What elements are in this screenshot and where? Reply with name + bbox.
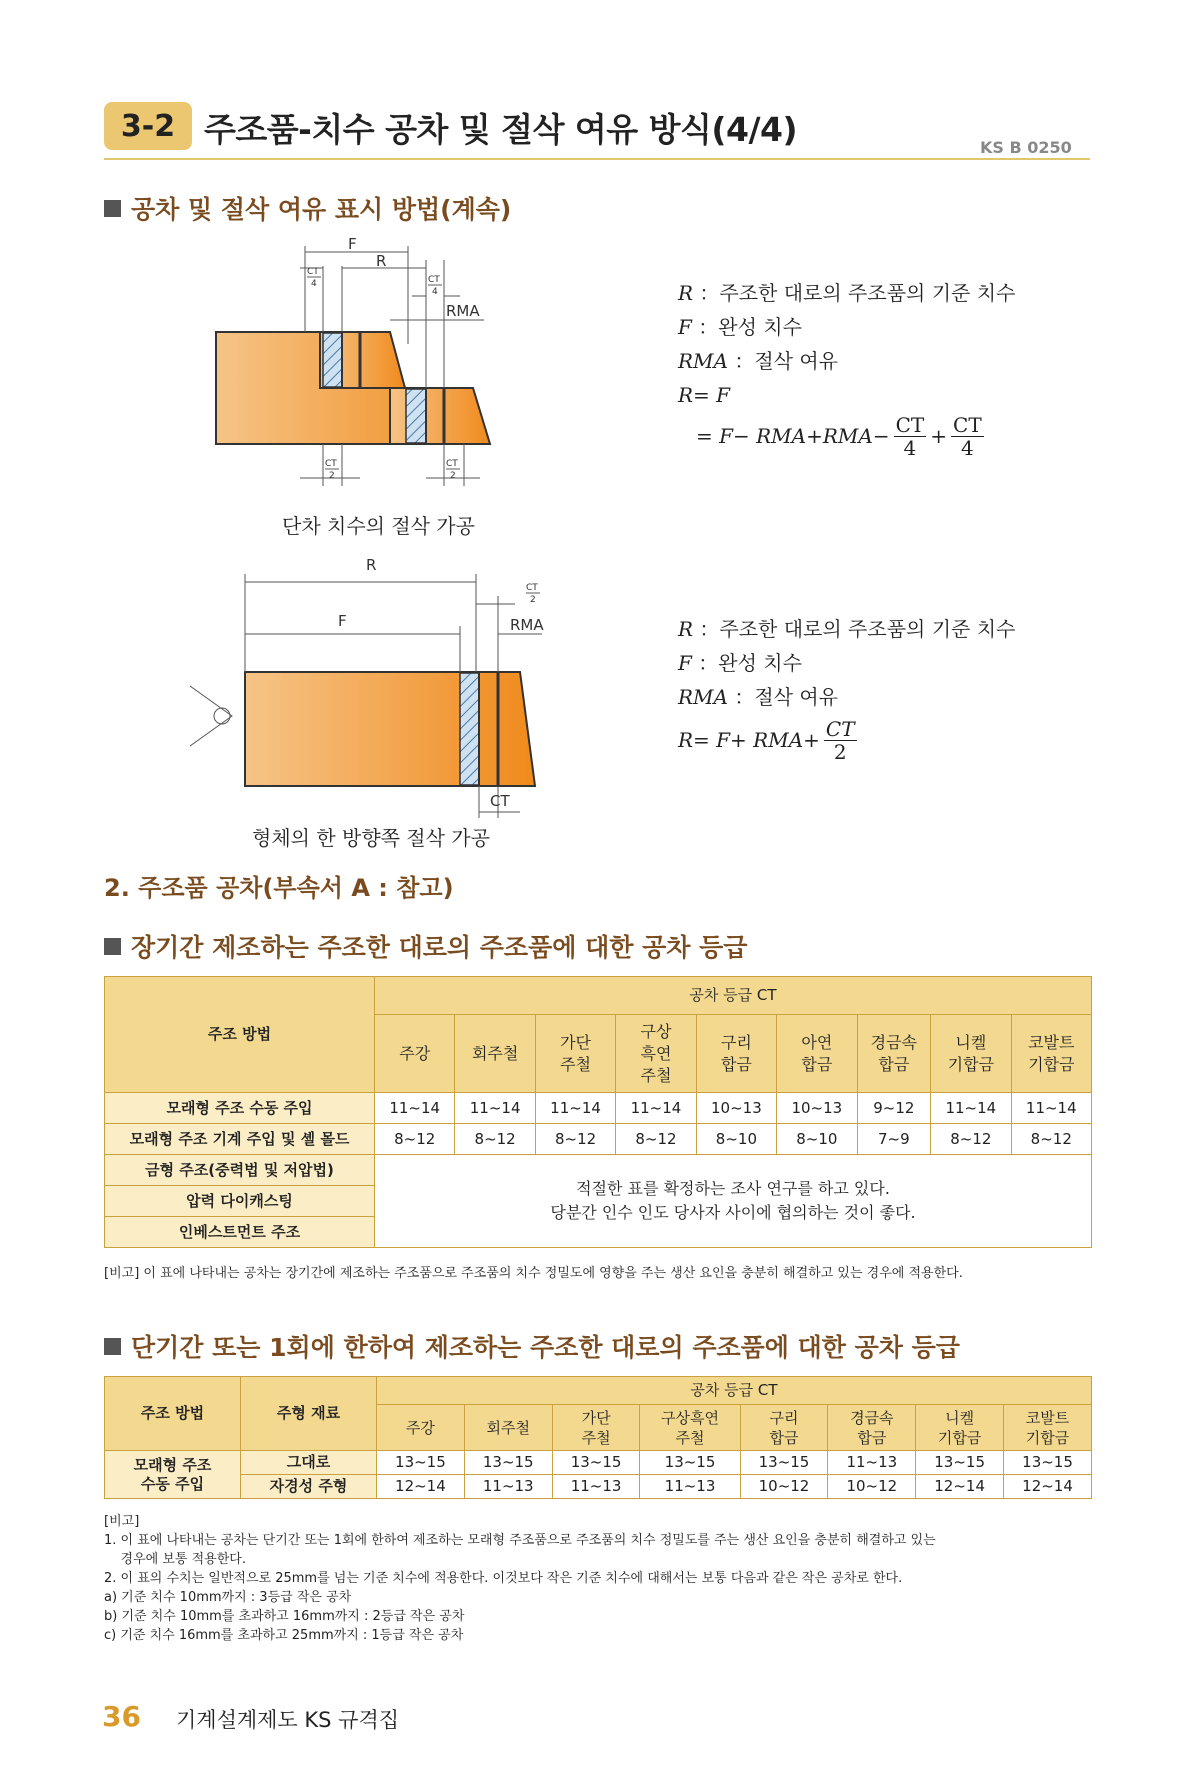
table-row bbox=[105, 1451, 1092, 1475]
grade-header: 공차 등급 CT bbox=[375, 977, 1092, 1015]
legend-r-symbol: R bbox=[678, 281, 694, 305]
tolerance-table-short-term bbox=[104, 1376, 1092, 1499]
column-header: 회주철 bbox=[464, 1405, 552, 1451]
square-bullet-icon bbox=[104, 1338, 121, 1355]
method-cell: 금형 주조(중력법 및 저압법) bbox=[105, 1155, 375, 1186]
page-title: 주조품-치수 공차 및 절삭 여유 방식(4/4) bbox=[204, 110, 798, 149]
label-den2-right: 2 bbox=[450, 471, 456, 481]
page-number: 36 bbox=[102, 1700, 141, 1733]
grade-cell: 13~15 bbox=[552, 1451, 640, 1475]
column-header: 경금속 합금 bbox=[828, 1405, 916, 1451]
method-cell: 압력 다이캐스팅 bbox=[105, 1186, 375, 1217]
legend-r-desc: ：주조한 대로의 주조품의 기준 치수 bbox=[699, 617, 1016, 641]
grade-cell: 11~14 bbox=[931, 1093, 1011, 1124]
diagram1-caption: 단차 치수의 절삭 가공 bbox=[282, 514, 475, 538]
grade-header: 공차 등급 CT bbox=[377, 1377, 1092, 1405]
fraction-denominator: 4 bbox=[960, 435, 974, 460]
section3-heading-text: 단기간 또는 1회에 한하여 제조하는 주조한 대로의 주조품에 대한 공차 등급 bbox=[131, 1333, 960, 1362]
grade-cell: 12~14 bbox=[916, 1475, 1004, 1499]
label-RMA: RMA bbox=[446, 302, 480, 320]
legend-rma-desc: ：절삭 여유 bbox=[734, 349, 838, 373]
grade-cell: 13~15 bbox=[640, 1451, 740, 1475]
grade-cell: 10~12 bbox=[740, 1475, 828, 1499]
table-row bbox=[105, 1475, 1092, 1499]
grade-cell: 8~12 bbox=[455, 1124, 535, 1155]
grade-cell: 11~14 bbox=[535, 1093, 615, 1124]
legend-rma-symbol: RMA bbox=[678, 349, 728, 373]
note-line: a) 기준 치수 10mm까지 : 3등급 작은 공차 bbox=[104, 1590, 352, 1605]
grade-cell: 8~10 bbox=[696, 1124, 776, 1155]
section2-subheading-text: 장기간 제조하는 주조한 대로의 주조품에 대한 공차 등급 bbox=[131, 933, 748, 962]
fraction-denominator: 4 bbox=[903, 435, 917, 460]
label-ct2-left: CT bbox=[325, 459, 337, 469]
legend-f-desc: ：완성 치수 bbox=[698, 315, 802, 339]
grade-cell: 12~14 bbox=[377, 1475, 465, 1499]
grade-cell: 13~15 bbox=[377, 1451, 465, 1475]
fraction-ct4-a bbox=[894, 414, 927, 459]
grade-cell: 8~12 bbox=[616, 1124, 696, 1155]
column-header: 주강 bbox=[375, 1015, 455, 1093]
fraction-ct2 bbox=[824, 718, 857, 763]
grade-cell: 8~12 bbox=[1011, 1124, 1091, 1155]
other-text-line-1: 적절한 표를 확정하는 조사 연구를 하고 있다. bbox=[576, 1179, 890, 1198]
grade-cell: 9~12 bbox=[857, 1093, 931, 1124]
section1-heading-text: 공차 및 절삭 여유 표시 방법(계속) bbox=[131, 195, 512, 224]
label-den4-top: 4 bbox=[311, 279, 317, 289]
grade-cell: 11~13 bbox=[828, 1451, 916, 1475]
diagram1-legend bbox=[678, 276, 1015, 460]
column-header: 니켈 기합금 bbox=[931, 1015, 1011, 1093]
note-line: 1. 이 표에 나타내는 공차는 단기간 또는 1회에 한하여 제조하는 모래형 주조품으로 주조품의 치수 정밀도를 주는 생산 요인을 충분히 해결하고 있는 bbox=[104, 1533, 936, 1548]
part-body bbox=[245, 672, 535, 786]
note-line: 2. 이 표의 수치는 일반적으로 25mm를 넘는 기준 치수에 적용한다. 이것보다 작은 기준 치수에 대해서는 보통 다음과 같은 작은 공차로 한다. bbox=[104, 1571, 903, 1586]
table-row bbox=[105, 1093, 1092, 1124]
label-ct4-top: CT bbox=[307, 267, 319, 277]
legend-r-desc: ：주조한 대로의 주조품의 기준 치수 bbox=[699, 281, 1016, 305]
column-header: 가단 주철 bbox=[552, 1405, 640, 1451]
step-lower-body bbox=[390, 388, 490, 444]
column-header: 구상 흑연 주철 bbox=[616, 1015, 696, 1093]
method-header: 주조 방법 bbox=[105, 1377, 241, 1451]
fraction-numerator: CT bbox=[825, 716, 855, 741]
grade-cell: 8~12 bbox=[931, 1124, 1011, 1155]
plus-sign: + bbox=[930, 424, 948, 448]
method-cell: 인베스트먼트 주조 bbox=[105, 1217, 375, 1248]
note-line: c) 기준 치수 16mm를 초과하고 25mm까지 : 1등급 작은 공차 bbox=[104, 1628, 464, 1643]
fraction-numerator: CT bbox=[953, 412, 982, 437]
column-header: 회주철 bbox=[455, 1015, 535, 1093]
material-cell: 자경성 주형 bbox=[241, 1475, 377, 1499]
allowance-hatch-2 bbox=[406, 389, 426, 443]
grade-cell: 10~12 bbox=[828, 1475, 916, 1499]
section3-heading bbox=[104, 1328, 960, 1364]
note-line: 경우에 보통 적용한다. bbox=[104, 1552, 246, 1567]
section-badge: 3-2 bbox=[104, 102, 192, 150]
label-den: 2 bbox=[530, 595, 536, 605]
square-bullet-icon bbox=[104, 200, 121, 217]
equation-1: R= F bbox=[678, 383, 731, 407]
grade-cell: 7~9 bbox=[857, 1124, 931, 1155]
legend-f-symbol: F bbox=[678, 315, 692, 339]
method-cell: 모래형 주조 기계 주입 및 셸 몰드 bbox=[105, 1124, 375, 1155]
method-cell: 모래형 주조 수동 주입 bbox=[105, 1093, 375, 1124]
equation-lead: R= F+ RMA+ bbox=[678, 728, 820, 752]
grade-cell: 8~12 bbox=[375, 1124, 455, 1155]
standard-code: KS B 0250 bbox=[980, 138, 1072, 157]
other-methods-text bbox=[375, 1155, 1092, 1248]
label-ct: CT bbox=[526, 583, 538, 593]
note-line: [비고] bbox=[104, 1514, 140, 1529]
grade-cell: 11~13 bbox=[464, 1475, 552, 1499]
column-header: 가단 주철 bbox=[535, 1015, 615, 1093]
method-cell: 모래형 주조 수동 주입 bbox=[105, 1451, 241, 1499]
grade-cell: 12~14 bbox=[1004, 1475, 1092, 1499]
grade-cell: 11~13 bbox=[552, 1475, 640, 1499]
other-text-line-2: 당분간 인수 인도 당사자 사이에 협의하는 것이 좋다. bbox=[550, 1203, 916, 1222]
fraction-numerator: CT bbox=[895, 412, 925, 437]
grade-cell: 13~15 bbox=[1004, 1451, 1092, 1475]
label-R: R bbox=[376, 252, 387, 270]
label-ct4-right: CT bbox=[428, 275, 440, 285]
square-bullet-icon bbox=[104, 938, 121, 955]
column-header: 경금속 합금 bbox=[857, 1015, 931, 1093]
grade-cell: 13~15 bbox=[464, 1451, 552, 1475]
grade-cell: 10~13 bbox=[696, 1093, 776, 1124]
label-CT: CT bbox=[490, 792, 510, 810]
fraction-ct4-b bbox=[951, 414, 984, 459]
step-machining-diagram bbox=[180, 236, 580, 536]
label-den4-right: 4 bbox=[432, 287, 438, 297]
grade-cell: 10~13 bbox=[777, 1093, 857, 1124]
grade-cell: 13~15 bbox=[916, 1451, 1004, 1475]
column-header: 니켈 기합금 bbox=[916, 1405, 1004, 1451]
grade-cell: 11~13 bbox=[640, 1475, 740, 1499]
section1-heading bbox=[104, 190, 511, 226]
book-title: 기계설계제도 KS 규격집 bbox=[176, 1708, 400, 1732]
column-header: 구상흑연 주철 bbox=[640, 1405, 740, 1451]
legend-f-desc: ：완성 치수 bbox=[698, 651, 802, 675]
column-header: 구리 합금 bbox=[740, 1405, 828, 1451]
grade-cell: 8~12 bbox=[535, 1124, 615, 1155]
column-header: 구리 합금 bbox=[696, 1015, 776, 1093]
grade-cell: 11~14 bbox=[1011, 1093, 1091, 1124]
column-header: 코발트 기합금 bbox=[1004, 1405, 1092, 1451]
equation-2-lead: = F− RMA+RMA− bbox=[696, 424, 890, 448]
table1-note: [비고] 이 표에 나타내는 공차는 장기간에 제조하는 주조품으로 주조품의 치수 정밀도에 영향을 주는 생산 요인을 충분히 해결하고 있는 경우에 적용한다. bbox=[104, 1266, 963, 1281]
legend-f-symbol: F bbox=[678, 651, 692, 675]
diagram2-caption: 형체의 한 방향쪽 절삭 가공 bbox=[252, 826, 490, 850]
section2-subheading bbox=[104, 928, 747, 964]
table-row bbox=[105, 1124, 1092, 1155]
label-den2-left: 2 bbox=[329, 471, 335, 481]
material-cell: 그대로 bbox=[241, 1451, 377, 1475]
tolerance-table-long-term bbox=[104, 976, 1092, 1248]
legend-rma-desc: ：절삭 여유 bbox=[734, 685, 838, 709]
label-ct2-right: CT bbox=[446, 459, 458, 469]
allowance-hatch-1 bbox=[323, 333, 342, 387]
label-F: F bbox=[348, 236, 357, 253]
header-rule bbox=[104, 158, 1090, 160]
label-R: R bbox=[366, 556, 377, 574]
label-F: F bbox=[338, 612, 347, 630]
column-header: 주강 bbox=[377, 1405, 465, 1451]
column-header: 코발트 기합금 bbox=[1011, 1015, 1091, 1093]
table2-notes bbox=[104, 1512, 936, 1645]
legend-r-symbol: R bbox=[678, 617, 694, 641]
grade-cell: 8~10 bbox=[777, 1124, 857, 1155]
method-header: 주조 방법 bbox=[105, 977, 375, 1093]
label-RMA: RMA bbox=[510, 616, 544, 634]
fraction-denominator: 2 bbox=[833, 739, 847, 764]
grade-cell: 13~15 bbox=[740, 1451, 828, 1475]
allowance-hatch bbox=[460, 673, 479, 785]
one-side-machining-diagram bbox=[180, 556, 580, 826]
note-line: b) 기준 치수 10mm를 초과하고 16mm까지 : 2등급 작은 공차 bbox=[104, 1609, 465, 1624]
grade-cell: 11~14 bbox=[375, 1093, 455, 1124]
grade-cell: 11~14 bbox=[616, 1093, 696, 1124]
section2-heading: 2. 주조품 공차(부속서 A : 참고) bbox=[104, 874, 454, 902]
legend-rma-symbol: RMA bbox=[678, 685, 728, 709]
material-header: 주형 재료 bbox=[241, 1377, 377, 1451]
column-header: 아연 합금 bbox=[777, 1015, 857, 1093]
diagram2-legend bbox=[678, 612, 1015, 766]
grade-cell: 11~14 bbox=[455, 1093, 535, 1124]
